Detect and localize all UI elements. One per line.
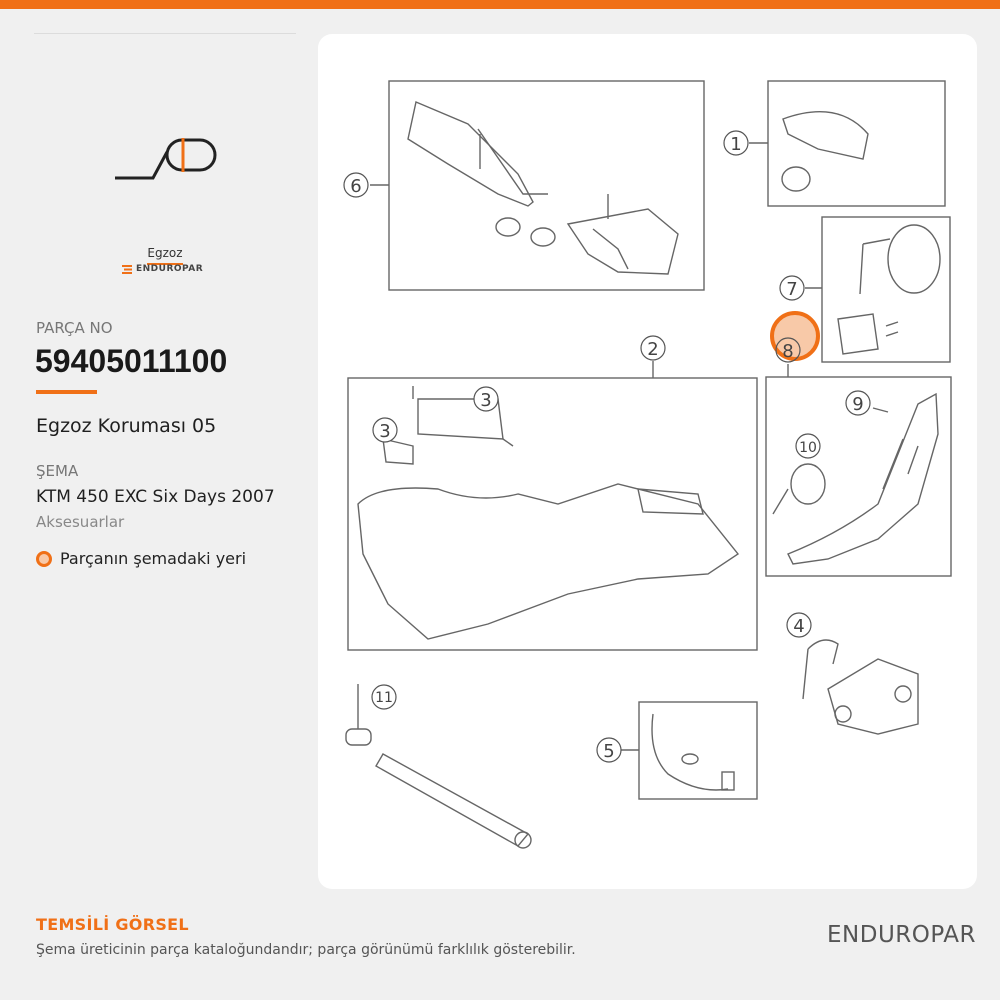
schema-group[interactable]: Aksesuarlar	[36, 513, 125, 531]
callout-10	[796, 434, 820, 458]
callout-11	[372, 685, 396, 709]
svg-text:8: 8	[782, 341, 794, 362]
svg-text:6: 6	[350, 176, 362, 197]
exhaust-icon	[110, 130, 220, 190]
schema-model[interactable]: KTM 450 EXC Six Days 2007	[36, 487, 275, 507]
group-box-1	[768, 81, 945, 206]
svg-text:9: 9	[852, 394, 864, 415]
parts-diagram	[318, 34, 977, 889]
callout-1	[724, 131, 748, 155]
brand-logo	[122, 264, 203, 274]
footer-title: TEMSİLİ GÖRSEL	[36, 915, 189, 934]
footer-note: Şema üreticinin parça kataloğundandır; parça görünümü farklılık gösterebilir.	[36, 942, 576, 958]
divider	[34, 33, 296, 34]
svg-text:2: 2	[647, 339, 659, 360]
parts-diagram-card	[318, 34, 977, 889]
svg-text:5: 5	[603, 741, 615, 762]
svg-text:10: 10	[799, 440, 817, 456]
callout-3b	[373, 418, 397, 442]
top-accent-bar	[0, 0, 1000, 9]
highlight-marker	[772, 313, 818, 359]
group-box-5	[639, 702, 757, 799]
highlight-marker-icon	[36, 551, 52, 567]
callout-6	[344, 173, 368, 197]
legend-label: Parçanın şemadaki yeri	[60, 549, 247, 568]
part-name: Egzoz Koruması 05	[36, 415, 217, 437]
category-label: Egzoz	[147, 246, 182, 265]
callout-7	[780, 276, 804, 300]
footer-brand: ENDUROPAR	[827, 922, 976, 948]
category-block[interactable]	[34, 130, 296, 265]
part-number-label: PARÇA NO	[36, 319, 113, 337]
svg-text:7: 7	[786, 279, 798, 300]
brand-logo-text: ENDUROPAR	[136, 264, 204, 274]
callout-3a	[474, 387, 498, 411]
part-number: 59405011100	[35, 343, 228, 379]
callout-9	[846, 391, 870, 415]
svg-text:3: 3	[480, 390, 492, 411]
svg-text:1: 1	[730, 134, 742, 155]
location-legend	[36, 549, 246, 568]
svg-text:11: 11	[375, 690, 393, 706]
part-number-underline	[36, 390, 97, 394]
schema-label: ŞEMA	[36, 462, 79, 480]
group-box-6	[389, 81, 704, 290]
svg-text:3: 3	[379, 421, 391, 442]
callout-4	[787, 613, 811, 637]
brand-mark-icon	[122, 265, 132, 274]
callout-5	[597, 738, 621, 762]
callout-2	[641, 336, 665, 360]
svg-text:4: 4	[793, 616, 805, 637]
